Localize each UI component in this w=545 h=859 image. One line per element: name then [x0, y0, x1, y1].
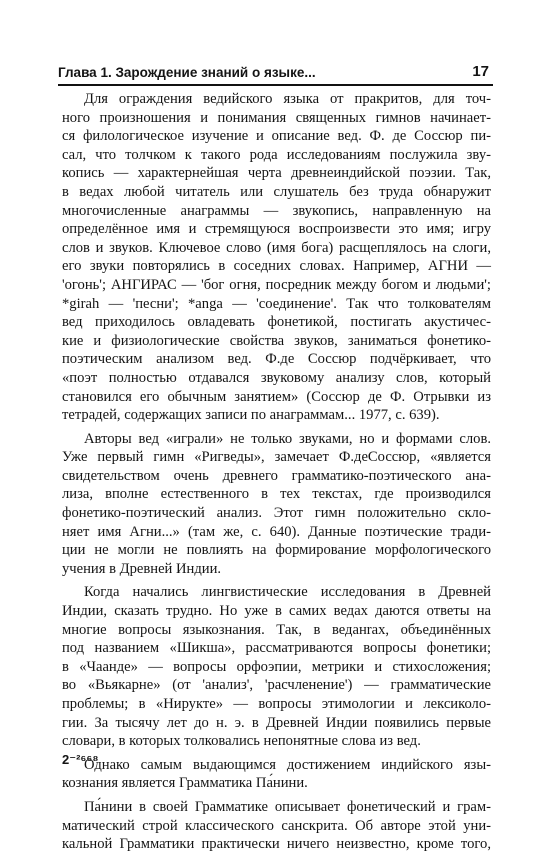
- text-line: многочисленные анаграммы — звукопись, направленную на: [62, 202, 491, 219]
- text-line: под названием «Шикша», рассматриваются вопросы фонетики;: [62, 640, 491, 657]
- text-line: *girah — 'песни'; *anga — 'соединение'. Так что толкователям: [62, 295, 491, 312]
- text-line: Для ограждения ведийского языка от пракритов, для точ-: [84, 91, 491, 107]
- text-line: в «Чаанде» — вопросы орфоэпии, метрики и стихосложения;: [62, 658, 491, 675]
- text-line: проблемы; в «Нирукте» — вопросы этимологии и лексиколо-: [62, 696, 491, 712]
- text-line: в ведах любой читатель или слушатель без труда обнаружит: [62, 183, 491, 200]
- body-text: [62, 90, 491, 859]
- text-line: становился его обычным занятием» (Соссюр де Ф. Отрывки из: [62, 388, 491, 405]
- paragraph: [62, 798, 491, 854]
- text-line: ного произношения и понимания священных гимнов начинает-: [62, 109, 491, 126]
- paragraph: [62, 90, 491, 425]
- paragraph: [62, 583, 491, 750]
- text-line: Индии, сказать трудно. Но уже в самих ведах даются ответы на: [62, 603, 491, 620]
- text-line: Уже первый гимн «Ригведы», замечает Ф.деСоссюр, «является: [62, 449, 491, 466]
- page-number: 17: [472, 63, 489, 80]
- text-line: гии. За тысячу лет до н. э. в Древней Индии появились первые: [62, 714, 491, 731]
- text-line: свидетельством очень древнего грамматико-поэтического ана-: [62, 467, 491, 484]
- text-line: «поэт полностью отдавался звуковому анализу слов, который: [62, 369, 491, 386]
- paragraph: [62, 756, 491, 793]
- text-line: определённое имя и стремящуюся воспроизвести это имя; игру: [62, 221, 491, 238]
- paragraph: [62, 430, 491, 579]
- text-line: Авторы вед «играли» не только звуками, но и формами слов.: [84, 430, 491, 447]
- text-line: его звуки повторялись в соседних словах. Например, АГНИ —: [62, 258, 491, 275]
- text-line: Па́нини в своей Грамматике описывает фонетический и грам-: [84, 798, 491, 815]
- text-line: 'огонь'; АНГИРАС — 'бог огня, посредник между богом и людьми';: [62, 276, 491, 293]
- text-line: фонетико-поэтический анализ. Этот гимн положительно скло-: [62, 505, 491, 522]
- text-line: слов и звуков. Ключевое слово (имя бога) расщеплялось на слоги,: [62, 239, 491, 256]
- text-line: поэтическим анализом вед. Ф.де Соссюр подчёркивает, что: [62, 351, 491, 368]
- text-line: тетрадей, содержащих записи по анаграммам... 1977, с. 639).: [62, 407, 440, 424]
- text-line: ся филологическое изучение и описание вед. Ф. де Соссюр пи-: [62, 128, 491, 145]
- signature-mark: 2⁻²⁶⁶⁸: [62, 752, 99, 767]
- text-line: матический строй классического санскрита. Об авторе этой уни-: [62, 817, 491, 834]
- text-line: ции не могли не повлиять на формирование морфологического: [62, 542, 491, 559]
- running-header: [58, 60, 493, 86]
- text-line: вед приходилось овладевать фонетикой, постигать акустичес-: [62, 314, 491, 331]
- text-line: словари, в которых толковались непонятные слова из вед.: [62, 733, 421, 750]
- text-line: кальной Грамматики практически ничего неизвестно, кроме того,: [62, 836, 491, 853]
- text-line: Когда начались лингвистические исследования в Древней: [84, 584, 491, 601]
- text-line: кознания является Грамматика Па́нини.: [62, 775, 308, 792]
- text-line: сал, что толчком к такого рода исследованиям послужила зву-: [62, 146, 491, 163]
- text-line: кие и физиологические свойства звуков, заниматься фонетико-: [62, 332, 491, 349]
- text-line: копись — характернейшая черта древнеиндийской поэзии. Так,: [62, 165, 491, 182]
- chapter-title: Глава 1. Зарождение знаний о языке...: [58, 65, 316, 80]
- text-line: Однако самым выдающимся достижением индийского язы-: [84, 756, 491, 773]
- text-line: учения в Древней Индии.: [62, 560, 222, 577]
- text-line: лиза, вполне естественного в тех текстах, где производился: [62, 486, 491, 503]
- text-line: во «Вьякарне» (от 'анализ', 'расчленение') — грамматические: [62, 677, 491, 694]
- text-line: няет имя Агни...» (там же, с. 640). Данные поэтические тради-: [62, 523, 491, 540]
- text-line: многие вопросы языкознания. Так, в веданrax, объединённых: [62, 621, 491, 638]
